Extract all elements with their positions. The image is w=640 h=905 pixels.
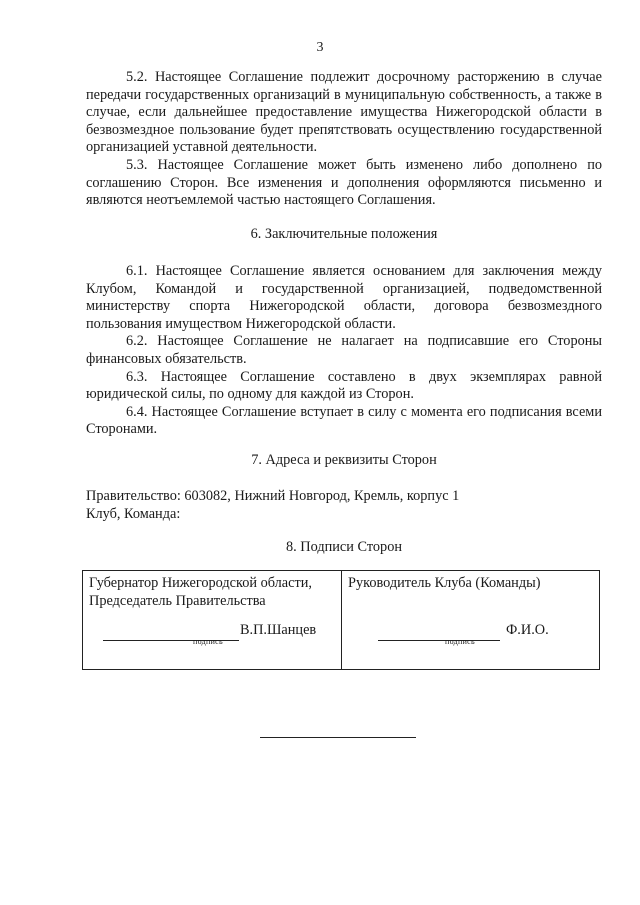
government-address: Правительство: 603082, Нижний Новгород, Кремль, корпус 1	[86, 488, 460, 504]
page-number: 3	[316, 40, 324, 55]
governor-title-line-1: Губернатор Нижегородской области,	[89, 575, 312, 591]
paragraph-6-2: 6.2. Настоящее Соглашение не налагает на подписавшие его Стороны финансовых обязательств.	[86, 333, 602, 367]
paragraph-6-4: 6.4. Настоящее Соглашение вступает в силу с момента его подписания всеми Сторонами.	[86, 403, 602, 438]
section-5-block	[86, 69, 602, 210]
club-head-name: Ф.И.О.	[506, 622, 549, 639]
governor-title-line-2: Председатель Правительства	[89, 592, 266, 609]
signature-table	[82, 570, 600, 670]
section-6-block	[86, 263, 602, 439]
governor-name: В.П.Шанцев	[240, 622, 317, 639]
paragraph-5-3: 5.3. Настоящее Соглашение может быть изменено либо дополнено по соглашению Сторон. Все изменения и дополнения оформляются письменно и являются неотъемлемой частью настоящего Соглашения.	[86, 156, 602, 209]
section-6-heading: 6. Заключительные положения	[250, 226, 438, 242]
end-of-document-rule	[260, 737, 416, 738]
paragraph-6-1: 6.1. Настоящее Соглашение является основанием для заключения между Клубом, Командой и государственной организацией, подведомственной министерству спорта Нижегородской области, договора безвозмездного пользования имуществом Нижегородской области.	[86, 263, 602, 332]
paragraph-5-2: 5.2. Настоящее Соглашение подлежит досрочному расторжению в случае передачи государственных организаций в муниципальную собственность, а также в случае, если дальнейшее предоставление имущества Нижегородской области в безвозмездное пользование будет препятствовать осуществлению государственной организацией уставной деятельности.	[86, 69, 602, 156]
section-7-heading: 7. Адреса и реквизиты Сторон	[251, 452, 437, 468]
club-address-label: Клуб, Команда:	[86, 505, 181, 522]
club-signature-caption: подпись	[445, 637, 475, 647]
section-7-block	[86, 488, 602, 523]
signature-cell-governor	[83, 571, 342, 669]
club-head-title: Руководитель Клуба (Команды)	[348, 575, 541, 591]
club-signature-line	[378, 640, 500, 641]
signature-cell-club	[342, 571, 599, 669]
governor-signature-caption: подпись	[193, 637, 223, 647]
paragraph-6-3: 6.3. Настоящее Соглашение составлено в двух экземплярах равной юридической силы, по одному для каждой из Сторон.	[86, 368, 602, 403]
section-8-heading: 8. Подписи Сторон	[285, 539, 402, 555]
